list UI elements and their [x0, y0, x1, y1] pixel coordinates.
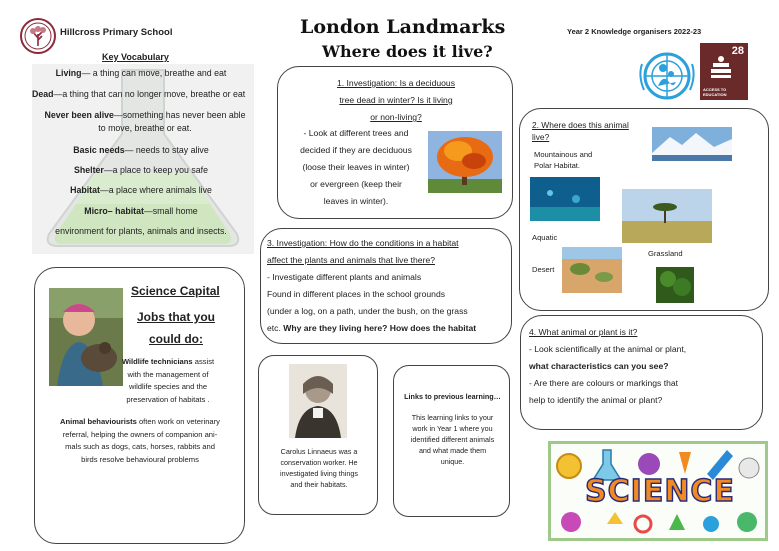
- linnaeus-caption: Carolus Linnaeus was a conservation worker. He investigated living things and their habitats.: [280, 447, 358, 489]
- investigation-3-panel: [260, 228, 512, 344]
- books-icon: [708, 55, 734, 81]
- links-heading: Links to previous learning…: [404, 392, 501, 401]
- desert-image: [562, 247, 622, 293]
- vocab-item: Habitat—a place where animals live: [70, 185, 212, 195]
- forest-image: [656, 267, 694, 303]
- vocab-heading: Key Vocabulary: [102, 52, 169, 62]
- linnaeus-portrait: [289, 364, 347, 438]
- vocab-item: Never been alive—something has never been able to move, breathe or eat.: [44, 110, 246, 133]
- page-title: London Landmarks: [300, 16, 506, 38]
- habitats-panel: [519, 108, 769, 311]
- polar-mountain-image: [652, 127, 732, 161]
- vocab-item: environment for plants, animals and insects.: [55, 226, 227, 236]
- habitats-heading: 2. Where does this animal live?: [532, 120, 629, 142]
- desert-label: Desert: [532, 265, 555, 274]
- investigation-3-text: - Investigate different plants and animals Found in different places in the school grounds (under a log, on a path, under the bush, on the grass etc. Why are they living here? How does the habitat: [267, 272, 477, 333]
- year-label: Year 2 Knowledge organisers 2022-23: [567, 27, 702, 36]
- jobs-subtitle: Jobs that you: [137, 310, 216, 324]
- investigation-1-text: - Look at different trees and decided if they are deciduous (loose their leaves in winter) or evergreen (keep their leaves in winter).: [300, 128, 412, 206]
- links-panel: [393, 365, 510, 517]
- grassland-label: Grassland: [648, 249, 683, 258]
- school-name: Hillcross Primary School: [60, 27, 173, 38]
- question-4-panel: [520, 315, 763, 430]
- school-logo: [20, 18, 56, 54]
- investigation-1-heading: 1. Investigation: Is a deciduous tree dead in winter? Is it living or non-living?: [336, 78, 455, 122]
- grassland-image: [622, 189, 712, 243]
- question-4-heading: 4. What animal or plant is it?: [529, 327, 638, 337]
- mountain-label: Mountainous and Polar Habitat.: [534, 150, 593, 170]
- investigation-1-panel: [277, 66, 513, 219]
- investigation-3-heading: 3. Investigation: How do the conditions in a habitat affect the plants and animals that live there?: [267, 238, 459, 265]
- badge-label: ACCESS TO EDUCATION: [703, 87, 727, 97]
- vocab-item: Shelter—a place to keep you safe: [74, 165, 208, 175]
- badge-number: 28: [731, 45, 744, 57]
- jobs-subtitle-2: could do:: [149, 332, 203, 346]
- vocab-item: Basic needs— needs to stay alive: [73, 145, 209, 155]
- science-banner: [548, 441, 768, 541]
- links-text: This learning links to your work in Year 1 where you identified different animals and what made them unique.: [410, 413, 495, 466]
- science-capital-title: Science Capital: [131, 284, 220, 298]
- unicef-logo-icon: [636, 52, 698, 100]
- vocab-item: Dead—a thing that can no longer move, breathe or eat: [32, 89, 246, 99]
- sdg-access-to-education-badge: [700, 43, 748, 100]
- question-4-text: 4. What animal or plant is it? - Look scientifically at the animal or plant, what characteristics can you see? - Are there are colours or markings that help to identify the animal or plant?: [529, 324, 761, 409]
- page-subtitle: Where does it live?: [322, 42, 493, 61]
- linnaeus-panel: [258, 355, 378, 515]
- aquatic-image: [530, 177, 600, 221]
- vocab-item: Living— a thing can move, breathe and eat: [55, 68, 227, 78]
- autumn-tree-image: [428, 131, 502, 193]
- science-capital-panel: [34, 267, 245, 544]
- animal-behaviourists-text: Animal behaviourists often work on veterinary referral, helping the owners of companion ani- mals such as dogs, cats, horses, rabbits and birds resolve behavioural problems: [60, 417, 220, 464]
- aquatic-label: Aquatic: [532, 233, 558, 242]
- wildlife-technicians-text: Wildlife technicians assist with the management of wildlife species and the preservation of habitats .: [121, 357, 215, 404]
- vocab-item: Micro– habitat—small home: [84, 206, 198, 216]
- science-word-art: SCIENCE: [585, 474, 735, 509]
